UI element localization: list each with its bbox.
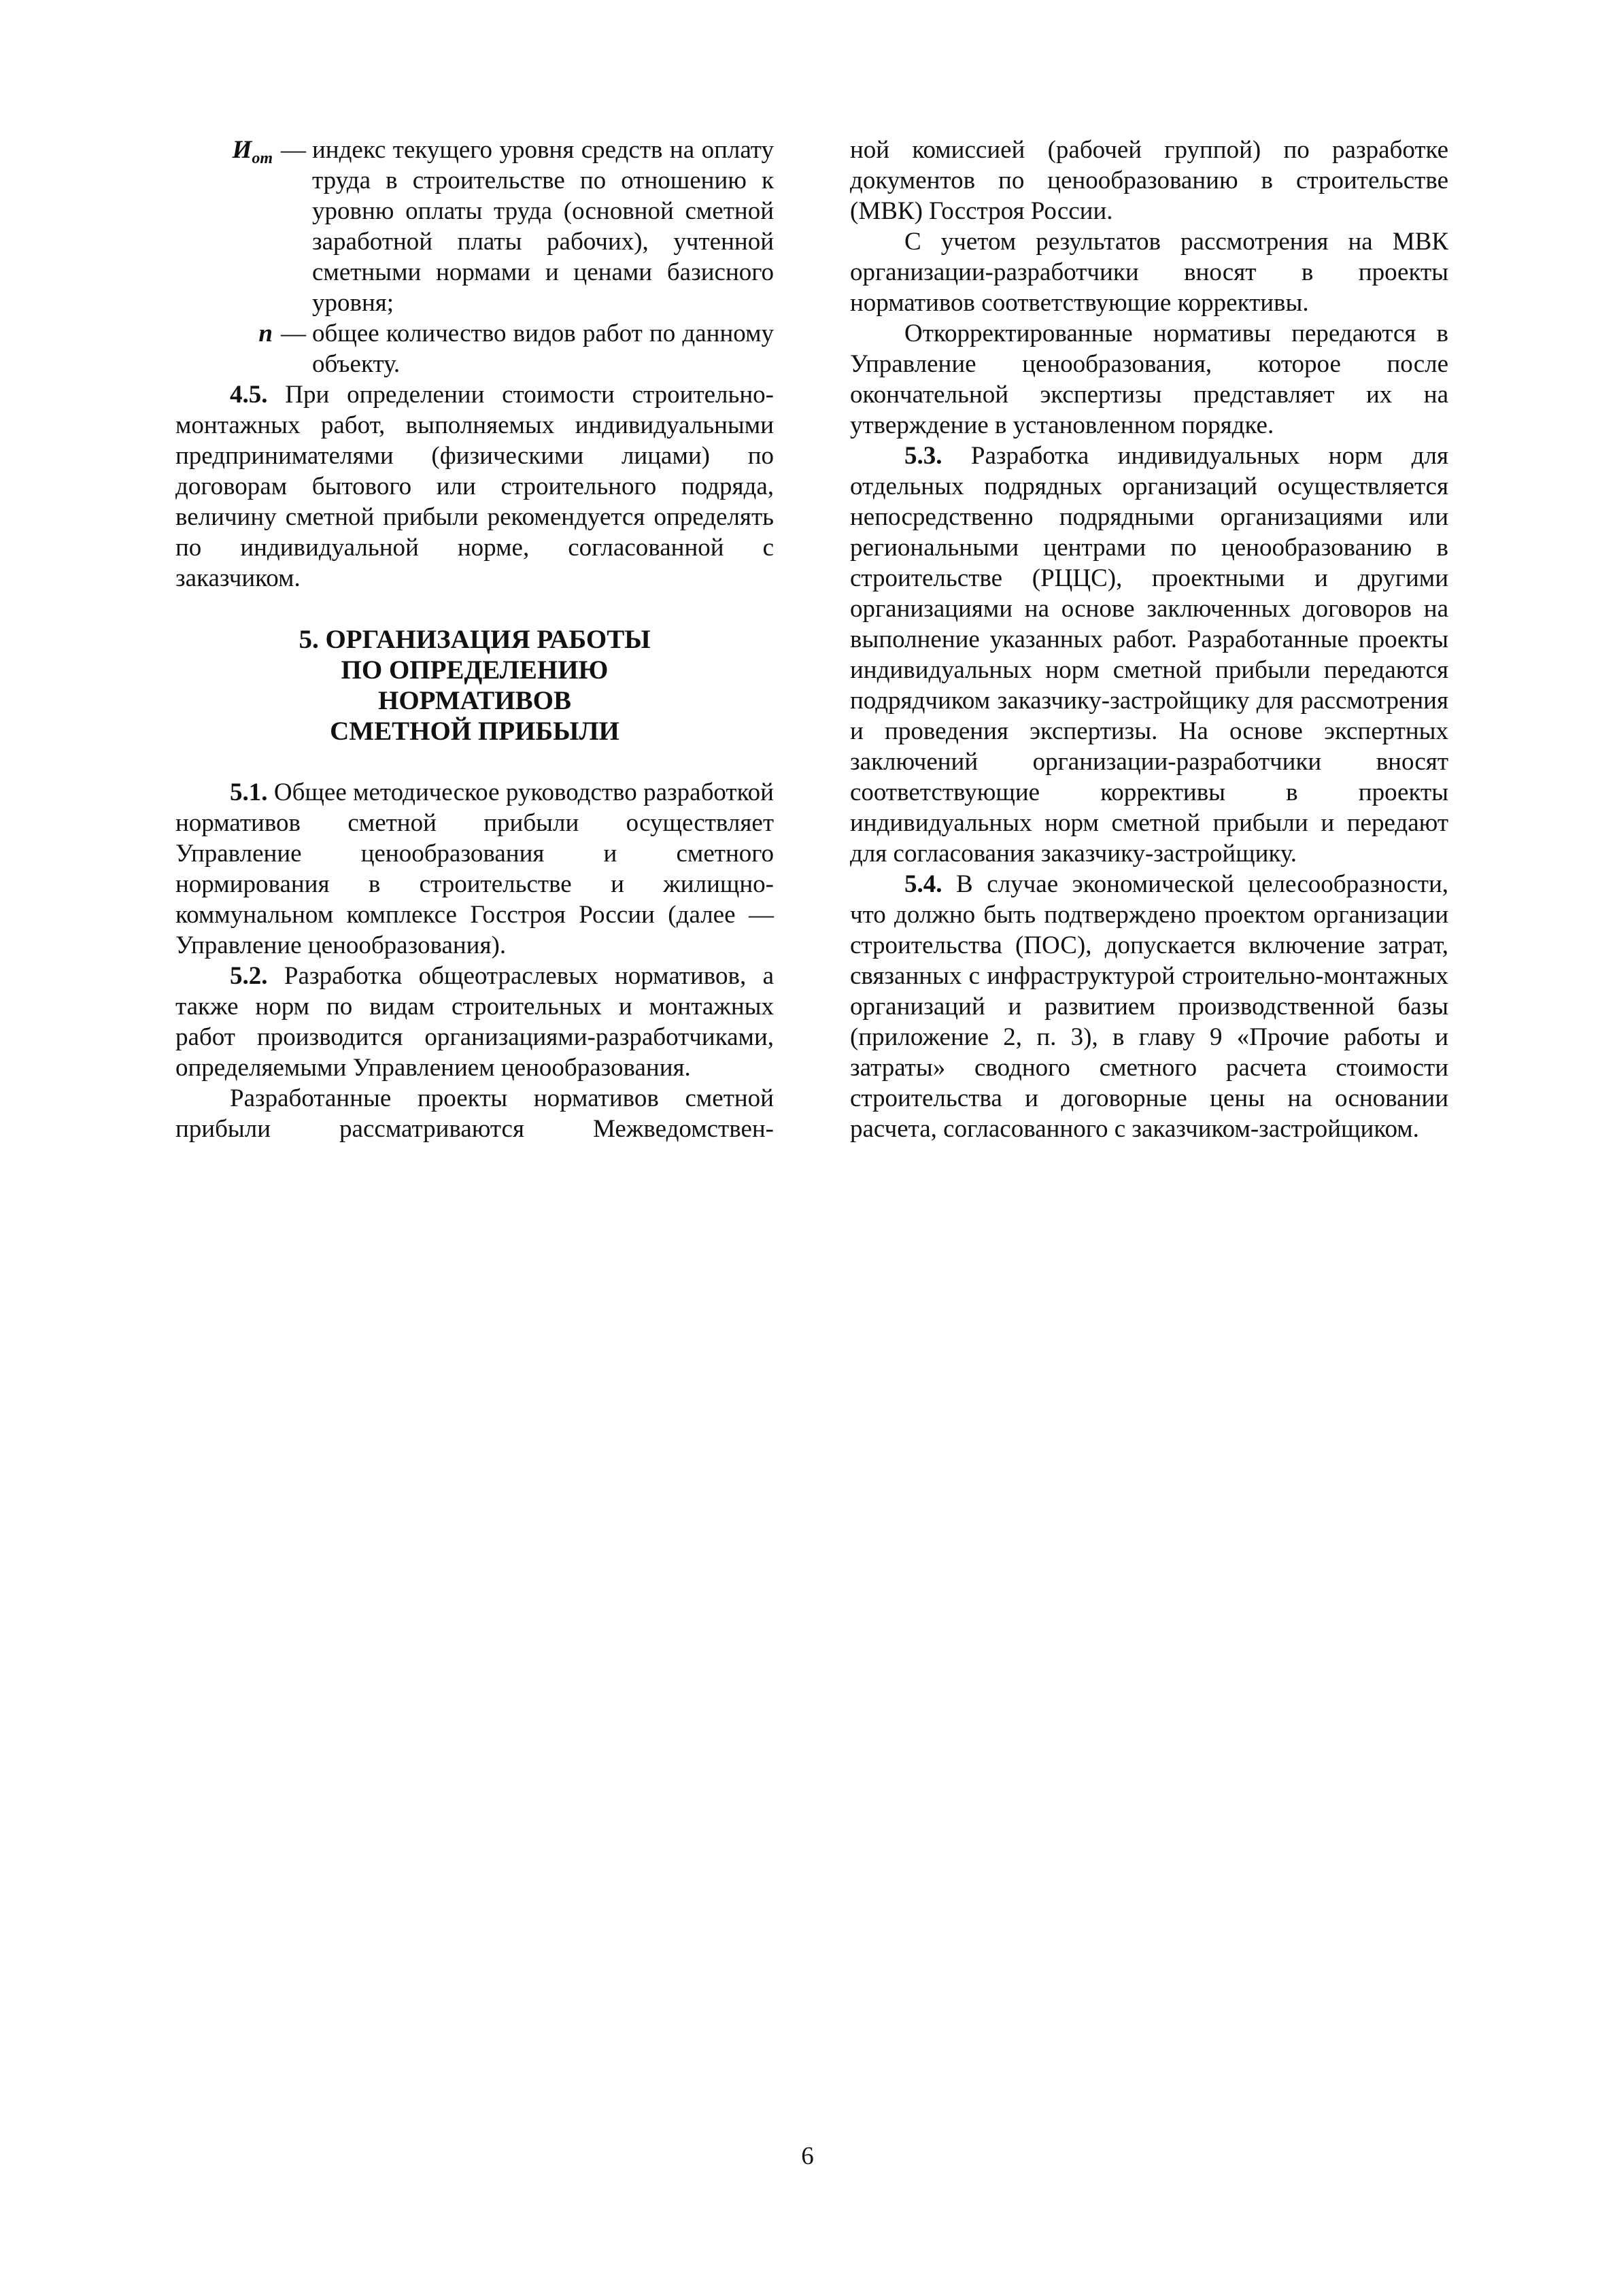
paragraph-number: 4.5.: [230, 381, 268, 409]
section-heading-line: СМЕТНОЙ ПРИБЫЛИ: [330, 717, 619, 746]
left-column: [175, 135, 774, 1144]
paragraph-5-4: [850, 869, 1448, 1144]
paragraph-continuation: ной комиссией (рабочей группой) по разработке документов по ценообразованию в строительстве (МВК) Госстроя России.: [850, 136, 1448, 225]
section-heading-line: НОРМАТИВОВ: [377, 686, 571, 715]
paragraph-text: Разработка индивидуальных норм для отдельных подрядных организаций осуществляется непосредственно подрядными организациями или региональными центрами по ценообразованию в строительстве (РЦЦС), проектными и другими организациями на основе заключенных договоров на выполнение указанных работ. Разработанные проекты индивидуальных норм сметной прибыли передаются подрядчиком заказчику-застройщику для рассмотрения и проведения экспертизы. На основе экспертных заключений организации-разработчики вносят соответствующие коррективы в проекты индивидуальных норм сметной прибыли и передают для согласования заказчику-застройщику.: [850, 442, 1448, 868]
paragraph-corrected: Откорректированные нормативы передаются в Управление ценообразования, которое после окончательной экспертизы представляет их на утверждение в установленном порядке.: [850, 320, 1448, 439]
section-heading-line: ПО ОПРЕДЕЛЕНИЮ: [341, 655, 609, 685]
definition-term: $И_{от}$: [232, 136, 273, 167]
paragraph-number: 5.1.: [230, 778, 268, 806]
definition-item: [175, 318, 774, 379]
paragraph-number: 5.2.: [230, 962, 268, 990]
definition-item: [175, 135, 774, 318]
paragraph-5-1: [175, 777, 774, 961]
paragraph-text: Общее методическое руководство разработкой нормативов сметной прибыли осуществляет Управление ценообразования и сметного нормирования в строительстве и жилищно-коммунальном комплексе Госстроя России (далее — Управление ценообразования).: [175, 778, 774, 959]
definition-dash: —: [281, 320, 306, 347]
definition-list: [175, 135, 774, 379]
definition-text: индекс текущего уровня средств на оплату труда в строительстве по отношению к уровню оплаты труда (основной сметной заработной платы рабочих), учтенной сметными нормами и ценами базисного уровня;: [312, 136, 774, 317]
paragraph-5-2: [175, 961, 774, 1083]
paragraph-5-2-continued: Разработанные проекты нормативов сметной прибыли рассматриваются Межведомствен-: [175, 1084, 774, 1143]
paragraph-number: 5.3.: [904, 442, 942, 470]
paragraph-number: 5.4.: [904, 870, 942, 898]
section-heading: [175, 624, 774, 747]
definition-text: общее количество видов работ по данному объекту.: [312, 320, 774, 378]
right-column: [850, 135, 1448, 1144]
definition-dash: —: [281, 136, 306, 164]
paragraph-text: При определении стоимости строительно-монтажных работ, выполняемых индивидуальными предпринимателями (физическими лицами) по договорам бытового или строительного подряда, величину сметной прибыли рекомендуется определять по индивидуальной норме, согласованной с заказчиком.: [175, 381, 774, 592]
paragraph-4-5: [175, 379, 774, 594]
paragraph-mvk: С учетом результатов рассмотрения на МВК организации-разработчики вносят в проекты нормативов соответствующие коррективы.: [850, 228, 1448, 317]
page-number: 6: [801, 2142, 814, 2170]
section-heading-line: 5. ОРГАНИЗАЦИЯ РАБОТЫ: [299, 625, 651, 654]
paragraph-5-3: [850, 441, 1448, 869]
paragraph-text: Разработка общеотраслевых нормативов, а также норм по видам строительных и монтажных работ производится организациями-разработчиками, определяемыми Управлением ценообразования.: [175, 962, 774, 1082]
paragraph-text: В случае экономической целесообразности, что должно быть подтверждено проектом организации строительства (ПОС), допускается включение затрат, связанных с инфраструктурой строительно-монтажных организаций и развитием производственной базы (приложение 2, п. 3), в главу 9 «Прочие работы и затраты» сводного сметного расчета стоимости строительства и договорные цены на основании расчета, согласованного с заказчиком-застройщиком.: [850, 870, 1448, 1143]
definition-term: n: [258, 320, 273, 347]
